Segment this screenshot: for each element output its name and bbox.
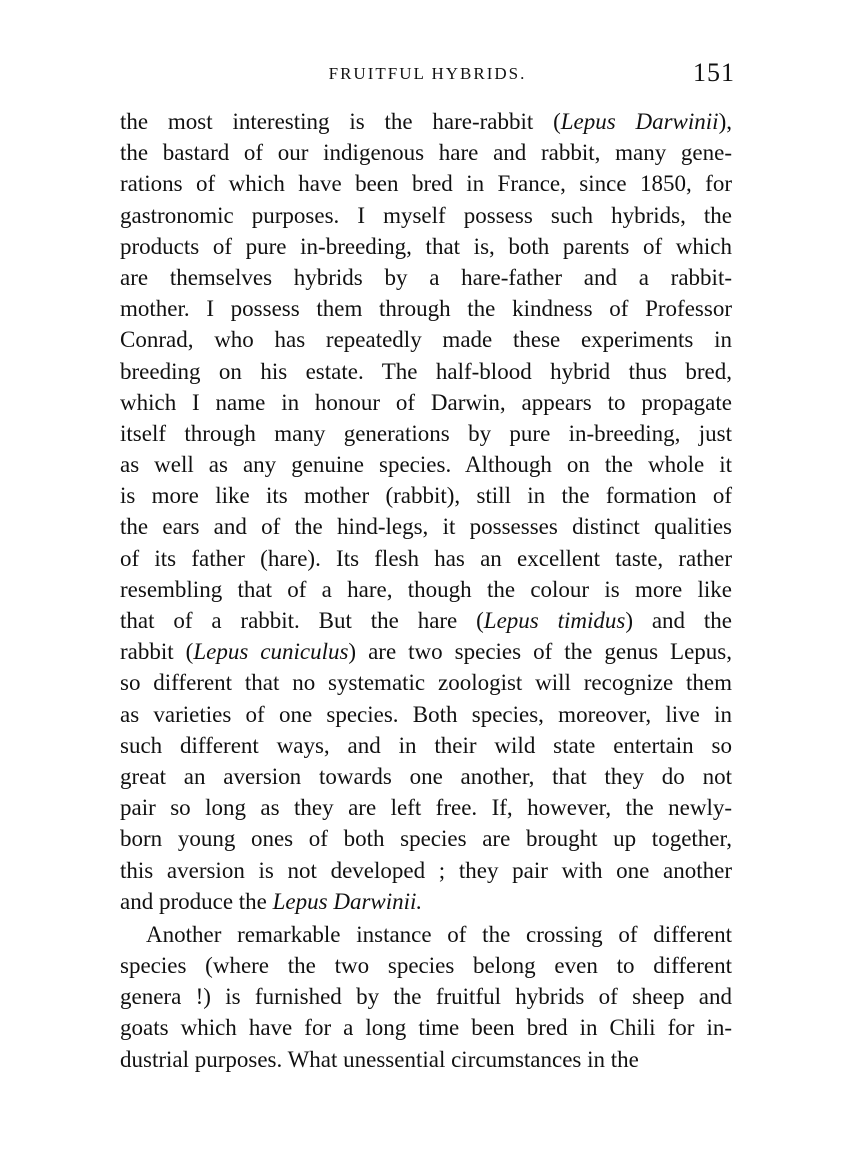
text-line: species (where the two species belong even to different [120, 953, 732, 979]
italic-species-name: Lepus Darwinii. [272, 888, 423, 914]
text-line: pair so long as they are left free. If, however, the newly- [120, 795, 732, 821]
text-line: as well as any genuine species. Although on the whole it [120, 452, 732, 478]
italic-species-name: Lepus Darwinii [560, 109, 719, 134]
italic-species-name: Lepus timidus [483, 608, 626, 633]
text-line: Conrad, who has repeatedly made these experiments in [120, 327, 732, 353]
text-line: resembling that of a hare, though the colour is more like [120, 576, 732, 602]
text-line: the bastard of our indigenous hare and rabbit, many gene- [120, 140, 732, 166]
text-line: so different that no systematic zoologist will recognize them [120, 670, 732, 696]
text-line: is more like its mother (rabbit), still in the formation of [120, 483, 732, 509]
text-line: the most interesting is the hare-rabbit (Lepus Darwinii), [120, 109, 732, 134]
text-line: goats which have for a long time been bred in Chili for in- [120, 1015, 732, 1041]
text-line: the ears and of the hind-legs, it possesses distinct qualities [120, 514, 732, 540]
running-head [120, 58, 735, 92]
text-line: itself through many generations by pure in-breeding, just [120, 420, 732, 446]
text-line: which I name in honour of Darwin, appears to propagate [120, 389, 732, 415]
text-line: and produce the Lepus Darwinii. [120, 888, 423, 914]
text-line: dustrial purposes. What unessential circumstances in the [120, 1046, 639, 1072]
text-line: gastronomic purposes. I myself possess such hybrids, the [120, 202, 732, 228]
text-line: as varieties of one species. Both species, moreover, live in [120, 701, 732, 727]
text-line: great an aversion towards one another, that they do not [120, 763, 732, 789]
text-line: are themselves hybrids by a hare-father and a rabbit- [120, 264, 732, 290]
running-title: FRUITFUL HYBRIDS. [328, 64, 527, 83]
paragraph [120, 106, 732, 917]
paragraph [120, 919, 732, 1075]
text-line: of its father (hare). Its flesh has an excellent taste, rather [120, 545, 732, 571]
text-line: such different ways, and in their wild state entertain so [120, 732, 732, 758]
text-line: products of pure in-breeding, that is, both parents of which [120, 233, 732, 259]
text-line: mother. I possess them through the kindness of Professor [120, 296, 732, 322]
text-line: breeding on his estate. The half-blood hybrid thus bred, [120, 358, 732, 384]
text-line: rabbit (Lepus cuniculus) are two species of the genus Lepus, [120, 639, 732, 665]
text-line: that of a rabbit. But the hare (Lepus timidus) and the [120, 608, 732, 633]
text-line: genera !) is furnished by the fruitful hybrids of sheep and [120, 984, 732, 1010]
text-line: Another remarkable instance of the crossing of different [146, 921, 732, 947]
text-line: this aversion is not developed ; they pair with one another [120, 857, 732, 883]
body-text [120, 106, 732, 1075]
text-line: born young ones of both species are brought up together, [120, 826, 732, 852]
page-number: 151 [693, 58, 735, 87]
italic-species-name: Lepus cuniculus [193, 639, 349, 665]
text-line: rations of which have been bred in France, since 1850, for [120, 171, 732, 197]
